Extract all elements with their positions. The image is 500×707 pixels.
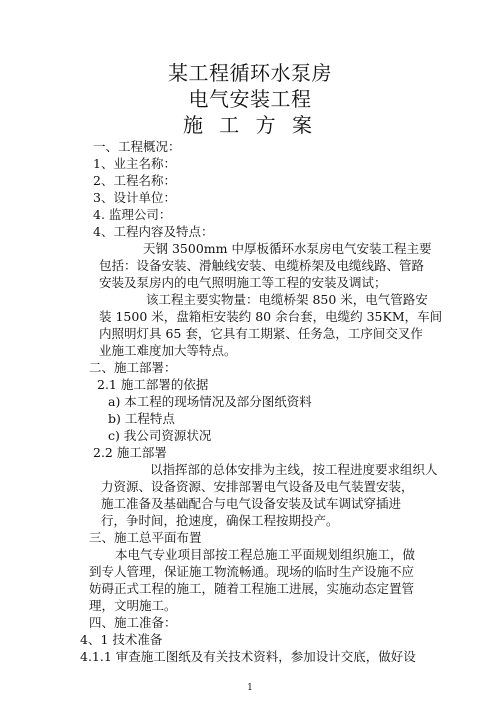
subsection-heading: 2.1 施工部署的依据	[97, 377, 209, 392]
section-heading-deployment: 二、施工部署：	[89, 360, 177, 375]
paragraph-line: 以指挥部的总体安排为主线，按工程进度要求组织人	[150, 462, 438, 477]
section-heading-overview: 一、工程概况：	[93, 139, 181, 154]
list-item: b) 工程特点	[108, 411, 175, 426]
info-line-design-unit: 3、设计单位：	[93, 190, 176, 205]
document-title-subject: 电气安装工程	[188, 87, 312, 111]
paragraph-line: 该工程主要实物量：电缆桥架 850 米，电气管路安	[146, 292, 428, 307]
paragraph-line: 安装及泵房内的电气照明施工等工程的安装及调试；	[99, 275, 387, 290]
paragraph-line: 内照明灯具 65 套，它具有工期紧、任务急，工序间交叉作	[99, 326, 423, 341]
paragraph-line: 4.1.1 审查施工图纸及有关技术资料，参加设计交底，做好设	[80, 649, 416, 664]
paragraph-line: 本电气专业项目部按工程总施工平面规划组织施工，做	[115, 547, 416, 562]
document-title-project: 某工程循环水泵房	[168, 61, 332, 85]
paragraph-line: 妨碍正式工程的施工，随着工程施工进展，实施动态定置管	[89, 581, 415, 596]
subsection-heading: 2.2 施工部署	[93, 445, 167, 460]
section-heading-layout: 三、施工总平面布置	[89, 530, 202, 545]
list-item: a) 本工程的现场情况及部分图纸资料	[108, 394, 312, 409]
page-number: 1	[247, 683, 253, 693]
list-item: c) 我公司资源状况	[108, 428, 212, 443]
paragraph-line: 行，争时间，抢速度，确保工程按期投产。	[101, 513, 339, 528]
paragraph-line: 天钢 3500mm 中厚板循环水泵房电气安装工程主要	[143, 241, 432, 256]
info-line-owner: 1、业主名称：	[93, 156, 176, 171]
info-line-scope-heading: 4、工程内容及特点：	[93, 224, 214, 239]
paragraph-line: 力资源、设备资源、安排部署电气设备及电气装置安装，	[101, 479, 414, 494]
paragraph-line: 到专人管理，保证施工物流畅通。现场的临时生产设施不应	[89, 564, 415, 579]
paragraph-line: 装 1500 米，盘箱柜安装约 80 余台套，电缆约 35KM，车间	[99, 309, 443, 324]
paragraph-line: 包括：设备安装、滑触线安装、电缆桥架及电缆线路、管路	[99, 258, 425, 273]
subsection-heading: 4、1 技术准备	[80, 632, 163, 647]
info-line-project-name: 2、工程名称：	[93, 173, 176, 188]
paragraph-line: 理，文明施工。	[89, 598, 177, 613]
paragraph-line: 业施工难度加大等特点。	[99, 343, 237, 358]
section-heading-preparation: 四、施工准备：	[89, 615, 177, 630]
document-title-type: 施 工 方 案	[182, 113, 318, 137]
paragraph-line: 施工准备及基础配合与电气设备安装及试车调试穿插进	[101, 496, 402, 511]
info-line-supervisor: 4. 监理公司：	[93, 207, 172, 222]
